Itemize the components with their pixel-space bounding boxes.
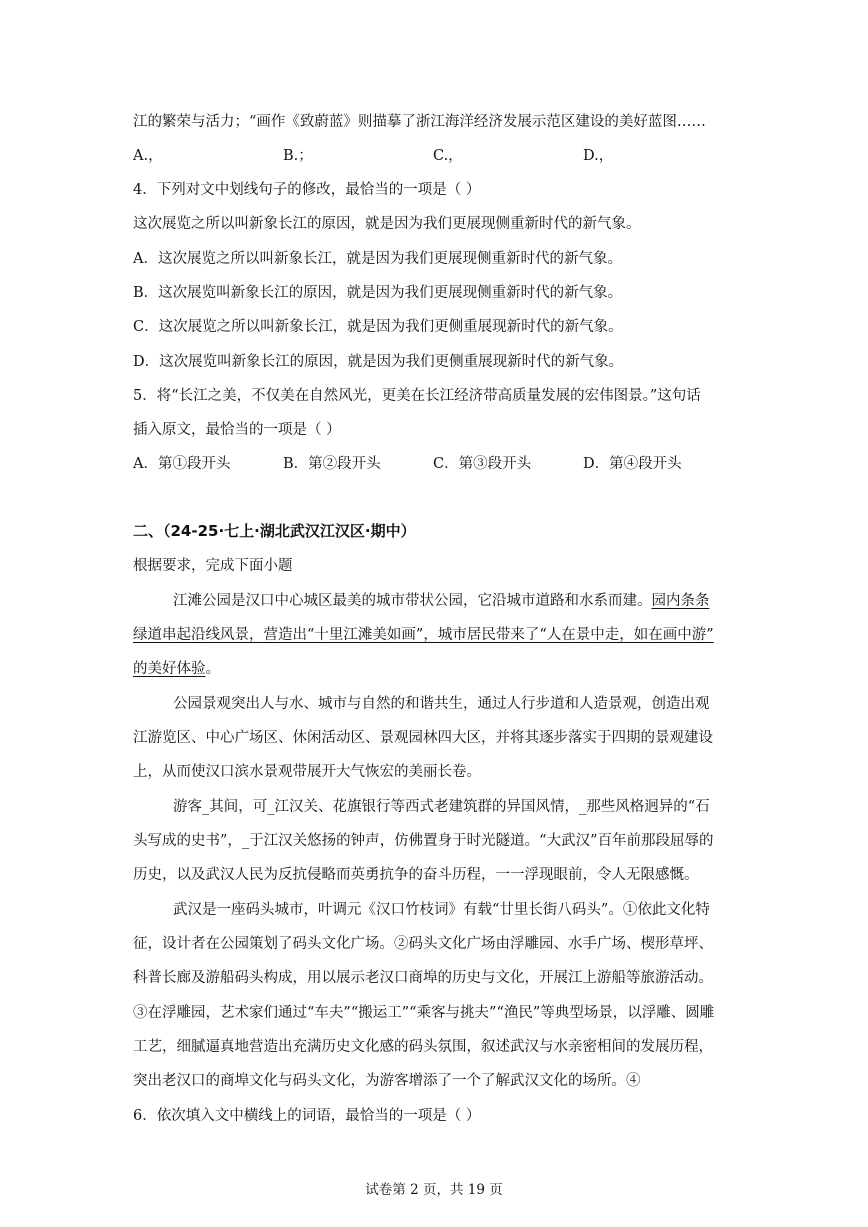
section-2-instruction: 根据要求，完成下面小题 [133,558,293,574]
question-6-stem: 6．依次填入文中横线上的词语，最恰当的一项是（ ） [133,1108,481,1124]
paragraph-4-line5: 工艺，细腻逼真地营造出充满历史文化感的码头氛围，叙述武汉与水亲密相间的发展历程， [133,1039,713,1055]
underlined-sentence-middle: 绿道串起沿线风景，营造出“十里江滩美如画”，城市居民带来了“人在景中走，如在画中游” [133,627,714,643]
paragraph-3-line2: 头写成的史书”，_于江汉关悠扬的钟声，仿佛置身于时光隧道。“大武汉”百年前那段屈辱的 [133,833,714,849]
question-5-option-c: C．第③段开头 [433,456,532,472]
paragraph-2-line2: 江游览区、中心广场区、休闲活动区、景观园林四大区，并将其逐步落实于四期的景观建设 [133,730,713,746]
option-c: C.， [433,148,463,164]
underlined-sentence-start: 园内条条 [651,593,710,609]
question-5-option-b: B．第②段开头 [283,456,381,472]
passage-continuation-line: 江的繁荣与活力；“画作《致蔚蓝》则描摹了浙江海洋经济发展示范区建设的美好蓝图…… [133,114,706,130]
paragraph-4-line1: 武汉是一座码头城市，叶调元《汉口竹枝词》有载“廿里长街八码头”。①依此文化特 [173,902,710,918]
paragraph-1-line2 [133,625,753,645]
paragraph-1-line1 [173,591,753,611]
question-5-stem-line2: 插入原文，最恰当的一项是（ ） [133,422,341,438]
question-4-option-b: B．这次展览叫新象长江的原因，就是因为我们更展现侧重新时代的新气象。 [133,285,623,301]
paragraph-3-line3: 历史，以及武汉人民为反抗侵略而英勇抗争的奋斗历程，一一浮现眼前，令人无限感慨。 [133,867,699,883]
question-5-options [133,454,753,474]
paragraph-4-line3: 科普长廊及游船码头构成，用以展示老汉口商埠的历史与文化，开展江上游船等旅游活动。 [133,970,713,986]
underlined-sentence-end: 的美好体验 [133,661,206,677]
question-5-option-d: D．第④段开头 [583,456,682,472]
question-4-option-c: C．这次展览之所以叫新象长江，就是因为我们更侧重展现新时代的新气象。 [133,319,623,335]
paragraph-2-line3: 上，从而使汉口滨水景观带展开大气恢宏的美丽长卷。 [133,764,481,780]
question-4-option-d: D．这次展览叫新象长江的原因，就是因为我们更侧重展现新时代的新气象。 [133,354,624,370]
question-4-sentence: 这次展览之所以叫新象长江的原因，就是因为我们更展现侧重新时代的新气象。 [133,216,641,232]
paragraph-4-line2: 征，设计者在公园策划了码头文化广场。②码头文化广场由浮雕园、水手广场、楔形草坪、 [133,936,713,952]
paragraph-4-line4: ③在浮雕园，艺术家们通过“车夫”“搬运工”“乘客与挑夫”“渔民”等典型场景，以浮雕、圆雕 [133,1005,715,1021]
paragraph-3-line1: 游客_其间，可_江汉关、花旗银行等西式老建筑群的异国风情，_那些风格迥异的“石 [173,799,710,815]
question-4-option-a: A．这次展览之所以叫新象长江，就是因为我们更展现侧重新时代的新气象。 [133,251,622,267]
option-b: B.； [283,148,313,164]
section-2-title: 二、（24-25·七上·湖北武汉江汉区·期中） [133,522,416,540]
paragraph-4-line6: 突出老汉口的商埠文化与码头文化，为游客增添了一个了解武汉文化的场所。④ [133,1073,641,1089]
question-4-stem: 4．下列对文中划线句子的修改，最恰当的一项是（ ） [133,182,481,198]
option-a: A.， [133,148,163,164]
option-d: D.， [583,148,614,164]
page-footer: 试卷第 2 页，共 19 页 [365,1182,503,1198]
previous-question-options [133,146,753,166]
question-5-option-a: A．第①段开头 [133,456,231,472]
paragraph-1-line3 [133,659,753,679]
question-5-stem-line1: 5．将“长江之美，不仅美在自然风光，更美在长江经济带高质量发展的宏伟图景。”这句话 [133,388,701,404]
paragraph-1-text: 江滩公园是汉口中心城区最美的城市带状公园，它沿城市道路和水系而建。 [173,593,652,609]
paragraph-1-period: 。 [205,661,220,677]
paragraph-2-line1: 公园景观突出人与水、城市与自然的和谐共生，通过人行步道和人造景观，创造出观 [173,696,710,712]
